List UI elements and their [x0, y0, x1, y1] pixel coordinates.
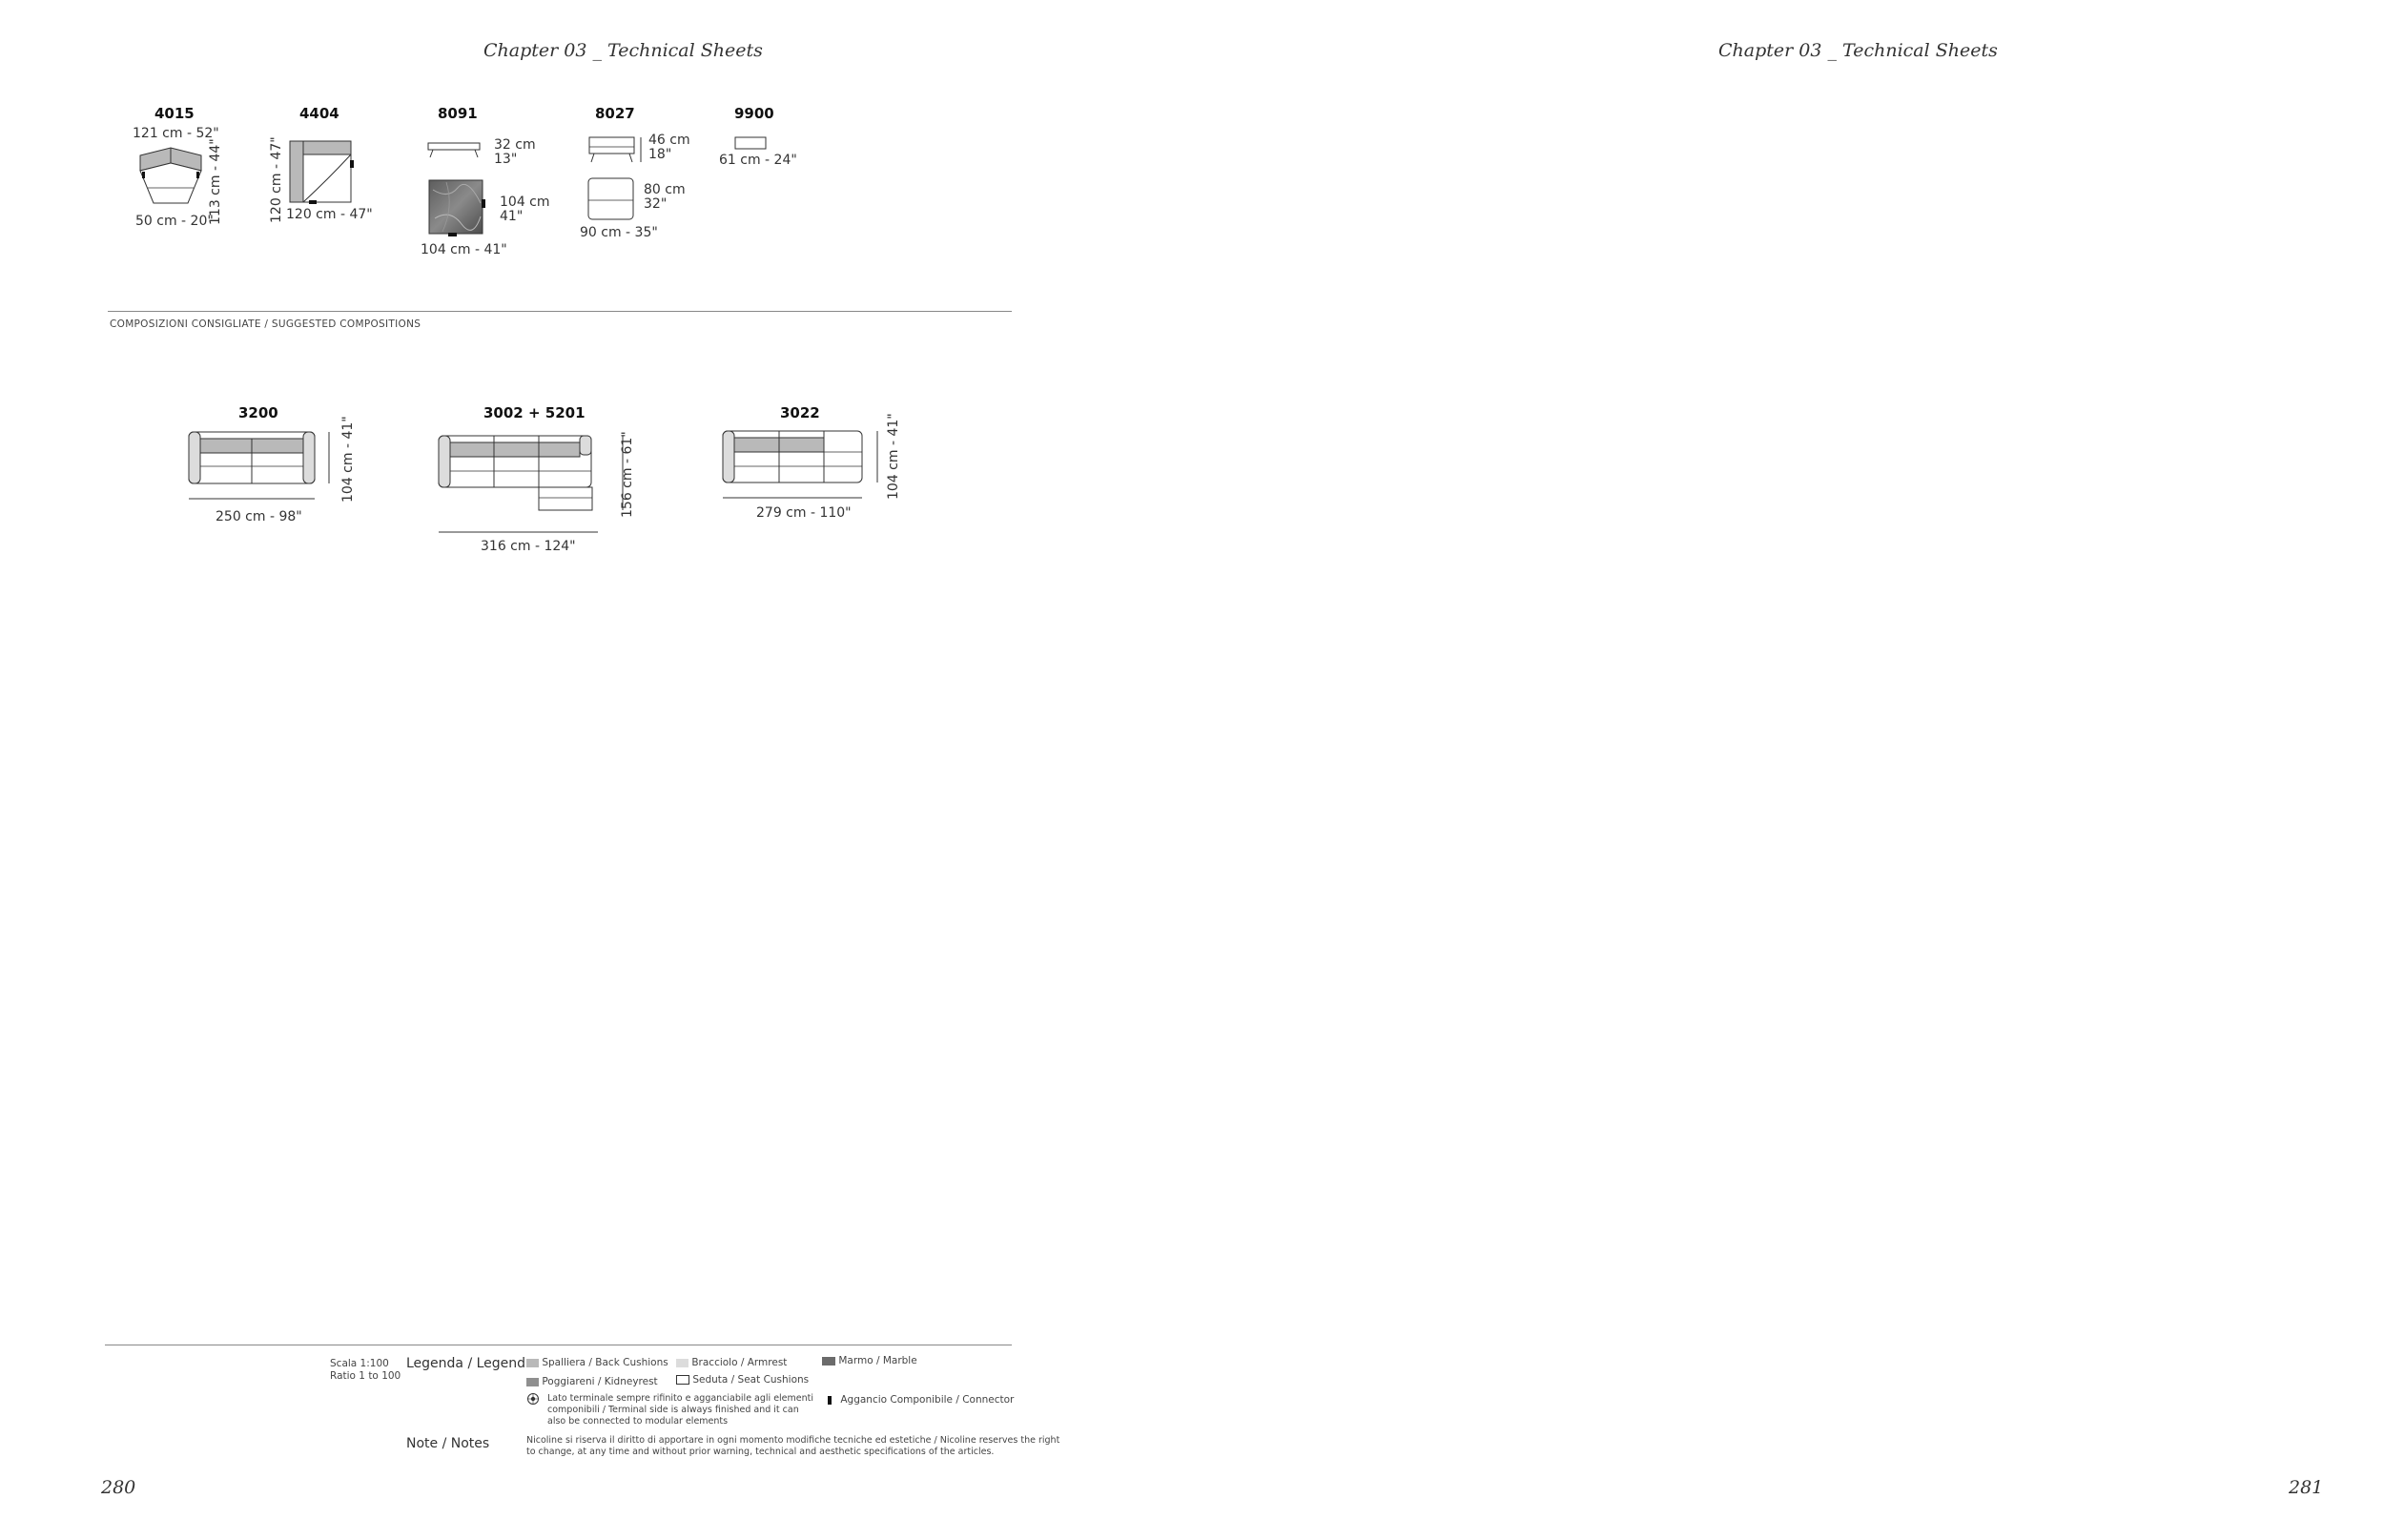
composition-code: 3200: [238, 404, 278, 421]
marble-swatch: [822, 1357, 835, 1365]
connector-label: Aggancio Componibile / Connector: [840, 1394, 1015, 1406]
dimension-height-cm: 32 cm: [494, 137, 536, 153]
composition-code: 3022: [780, 404, 820, 421]
dimension-depth-cm: 80 cm: [644, 182, 686, 197]
element-code: 9900: [734, 105, 774, 122]
terminal-line-2: componibili / Terminal side is always finished and it can: [547, 1405, 799, 1415]
dimension-width: 316 cm - 124": [481, 539, 576, 554]
dimension-side: 120 cm - 47": [269, 136, 284, 223]
dimension-height: [494, 138, 536, 167]
chapter-header-left: Chapter 03 _ Technical Sheets: [483, 40, 763, 61]
dimension-bottom: 120 cm - 47": [286, 207, 373, 222]
scale-line-1: Scala 1:100: [330, 1358, 389, 1369]
dimension-depth: 104 cm - 41": [340, 416, 356, 503]
element-9900-drawing: [734, 136, 769, 152]
legend-marble: [822, 1355, 917, 1366]
dimension-depth: [644, 183, 686, 212]
dimension-depth: [500, 195, 550, 224]
element-8091-side-drawing: [427, 141, 484, 162]
element-code: 8027: [595, 105, 635, 122]
dimension-depth-cm: 104 cm: [500, 195, 550, 210]
section-title: COMPOSIZIONI CONSIGLIATE / SUGGESTED COMPOSITIONS: [110, 318, 421, 330]
chapter-header-right: Chapter 03 _ Technical Sheets: [1718, 40, 1998, 61]
dimension-depth: 104 cm - 41": [886, 413, 901, 500]
scale-info: [330, 1358, 401, 1383]
page-number-right: 281: [2289, 1477, 2324, 1498]
legend-armrest: [676, 1357, 787, 1368]
terminal-side-icon: [527, 1393, 541, 1407]
dimension-width: 279 cm - 110": [756, 505, 852, 521]
scale-line-2: Ratio 1 to 100: [330, 1370, 401, 1382]
dimension-depth-in: 41": [500, 209, 524, 224]
composition-code: 3002 + 5201: [483, 404, 586, 421]
armrest-label: Bracciolo / Armrest: [691, 1357, 788, 1368]
notes-text: [526, 1435, 1059, 1457]
element-8027-side-drawing: [588, 136, 646, 165]
dimension-height-in: 18": [648, 147, 672, 162]
notes-title: Note / Notes: [406, 1436, 490, 1451]
dimension-height-in: 13": [494, 152, 518, 167]
dimension-height-cm: 46 cm: [648, 133, 690, 148]
kidneyrest-label: Poggiareni / Kidneyrest: [542, 1376, 658, 1387]
notes-line-2: to change, at any time and without prior warning, technical and aesthetic specifications of the articles.: [526, 1446, 995, 1457]
page-number-left: 280: [101, 1477, 136, 1498]
dimension-bottom: 104 cm - 41": [421, 242, 507, 257]
terminal-line-3: also be connected to modular elements: [547, 1416, 729, 1427]
dimension-top: 121 cm - 52": [133, 126, 219, 141]
dimension-side: 113 cm - 44": [208, 138, 223, 225]
composition-3022-drawing: [722, 428, 913, 514]
notes-line-1: Nicoline si riserva il diritto di apportare in ogni momento modifiche tecniche ed estetiche / Nicoline reserves the right: [526, 1435, 1060, 1446]
legend-seat-cushions: [676, 1374, 809, 1386]
legend-kidneyrest: [526, 1376, 658, 1387]
element-code: 8091: [438, 105, 478, 122]
seat-cushions-label: Seduta / Seat Cushions: [692, 1374, 810, 1386]
dimension-height: [648, 133, 690, 162]
element-8091-marble-top: [429, 180, 488, 239]
composition-3002-5201-drawing: [438, 433, 647, 538]
dimension-bottom: 50 cm - 20": [135, 214, 214, 229]
back-cushions-swatch: [526, 1359, 539, 1367]
dimension-bottom: 90 cm - 35": [580, 225, 658, 240]
back-cushions-label: Spalliera / Back Cushions: [542, 1357, 668, 1368]
dimension-width: 250 cm - 98": [216, 509, 302, 524]
terminal-side-note: [547, 1393, 813, 1427]
legend-connector: [828, 1394, 1014, 1406]
dimension-depth: 156 cm - 61": [620, 431, 635, 518]
legend-title: Legenda / Legend: [406, 1356, 526, 1371]
composition-3200-drawing: [188, 428, 360, 514]
armrest-swatch: [676, 1359, 688, 1367]
legend-back-cushions: [526, 1357, 668, 1368]
marble-label: Marmo / Marble: [838, 1355, 917, 1366]
kidneyrest-swatch: [526, 1378, 539, 1386]
connector-icon: [828, 1396, 832, 1405]
element-code: 4404: [299, 105, 339, 122]
terminal-line-1: Lato terminale sempre rifinito e agganciabile agli elementi: [547, 1393, 814, 1404]
section-divider: [108, 311, 1012, 312]
element-4015-drawing: [138, 148, 215, 210]
element-code: 4015: [154, 105, 195, 122]
element-4404-drawing: [290, 141, 357, 206]
seat-cushions-swatch: [676, 1375, 689, 1385]
dimension-bottom: 61 cm - 24": [719, 153, 797, 168]
element-8027-top-drawing: [587, 177, 641, 221]
dimension-depth-in: 32": [644, 196, 668, 212]
